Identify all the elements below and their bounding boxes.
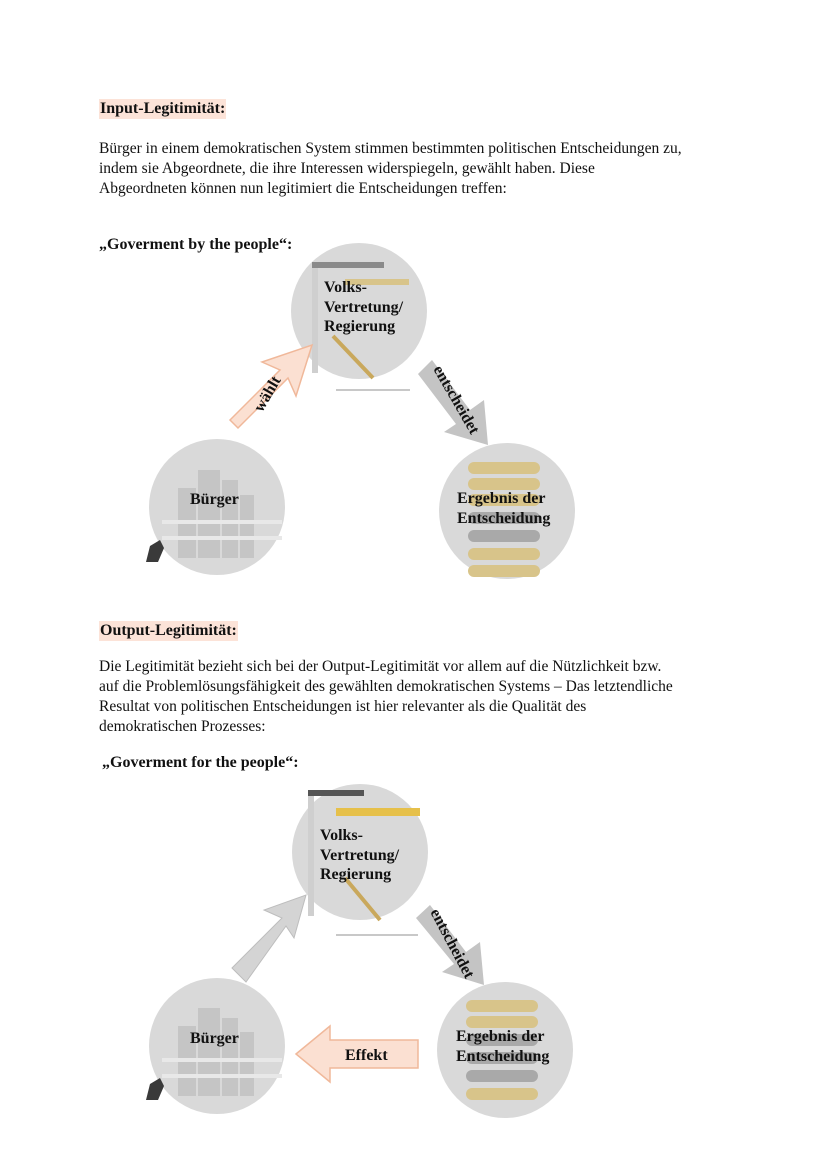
arrow-entscheidet-label: entscheidet bbox=[426, 905, 478, 982]
top-node-label-line: Volks- bbox=[320, 827, 363, 844]
top-node-label-line: Volks- bbox=[324, 279, 367, 296]
arrow-up-right-shape bbox=[232, 895, 306, 982]
top-node-label-line: Vertretung/ bbox=[320, 847, 400, 864]
arrow-waehlt-label: wählt bbox=[250, 373, 285, 415]
output-heading: Output-Legitimität: bbox=[100, 622, 237, 639]
right-node-label-line: Entscheidung bbox=[457, 510, 551, 527]
input-paragraph-line: indem sie Abgeordnete, die ihre Interessen widerspiegeln, gewählt haben. Diese bbox=[99, 160, 595, 177]
left-node-label: Bürger bbox=[190, 491, 239, 508]
arrow-up-right bbox=[232, 895, 306, 982]
left-node bbox=[146, 978, 285, 1114]
top-node-label-line: Regierung bbox=[320, 866, 392, 883]
arrow-entscheidet bbox=[416, 905, 484, 985]
top-node-label-line: Vertretung/ bbox=[324, 299, 404, 316]
input-paragraph-line: Bürger in einem demokratischen System stimmen bestimmten politischen Entscheidungen zu, bbox=[99, 140, 682, 157]
arrow-effekt-label: Effekt bbox=[345, 1047, 388, 1064]
right-node-label-line: Ergebnis der bbox=[456, 1028, 545, 1045]
output-paragraph-line: Resultat von politischen Entscheidungen ist hier relevanter als die Qualität des bbox=[99, 698, 587, 715]
document-gold-bar bbox=[336, 808, 420, 816]
output-paragraph-line: Die Legitimität bezieht sich bei der Output-Legitimität vor allem auf die Nützlichkeit bzw. bbox=[99, 658, 662, 675]
input-paragraph-line: Abgeordneten können nun legitimiert die Entscheidungen treffen: bbox=[99, 180, 507, 197]
top-node bbox=[292, 784, 428, 935]
input-heading: Input-Legitimität: bbox=[100, 100, 226, 117]
arrow-effekt bbox=[296, 1026, 418, 1082]
document-header-bar bbox=[308, 790, 364, 796]
right-node-label-line: Ergebnis der bbox=[457, 490, 546, 507]
top-node-label-line: Regierung bbox=[324, 318, 396, 335]
factory-smoke-icon bbox=[146, 1078, 164, 1100]
arrow-entscheidet-label: entscheidet bbox=[429, 362, 483, 438]
output-paragraph-line: auf die Problemlösungsfähigkeit des gewählten demokratischen Systems – Das letztendliche bbox=[99, 678, 673, 695]
output-paragraph-line: demokratischen Prozesses: bbox=[99, 718, 266, 735]
output-diagram-title: „Goverment for the people“: bbox=[102, 754, 299, 771]
right-node-label-line: Entscheidung bbox=[456, 1048, 550, 1065]
document-edge bbox=[308, 796, 314, 916]
left-node-label: Bürger bbox=[190, 1030, 239, 1047]
right-node bbox=[437, 982, 573, 1118]
input-diagram-title: „Goverment by the people“: bbox=[99, 236, 293, 253]
